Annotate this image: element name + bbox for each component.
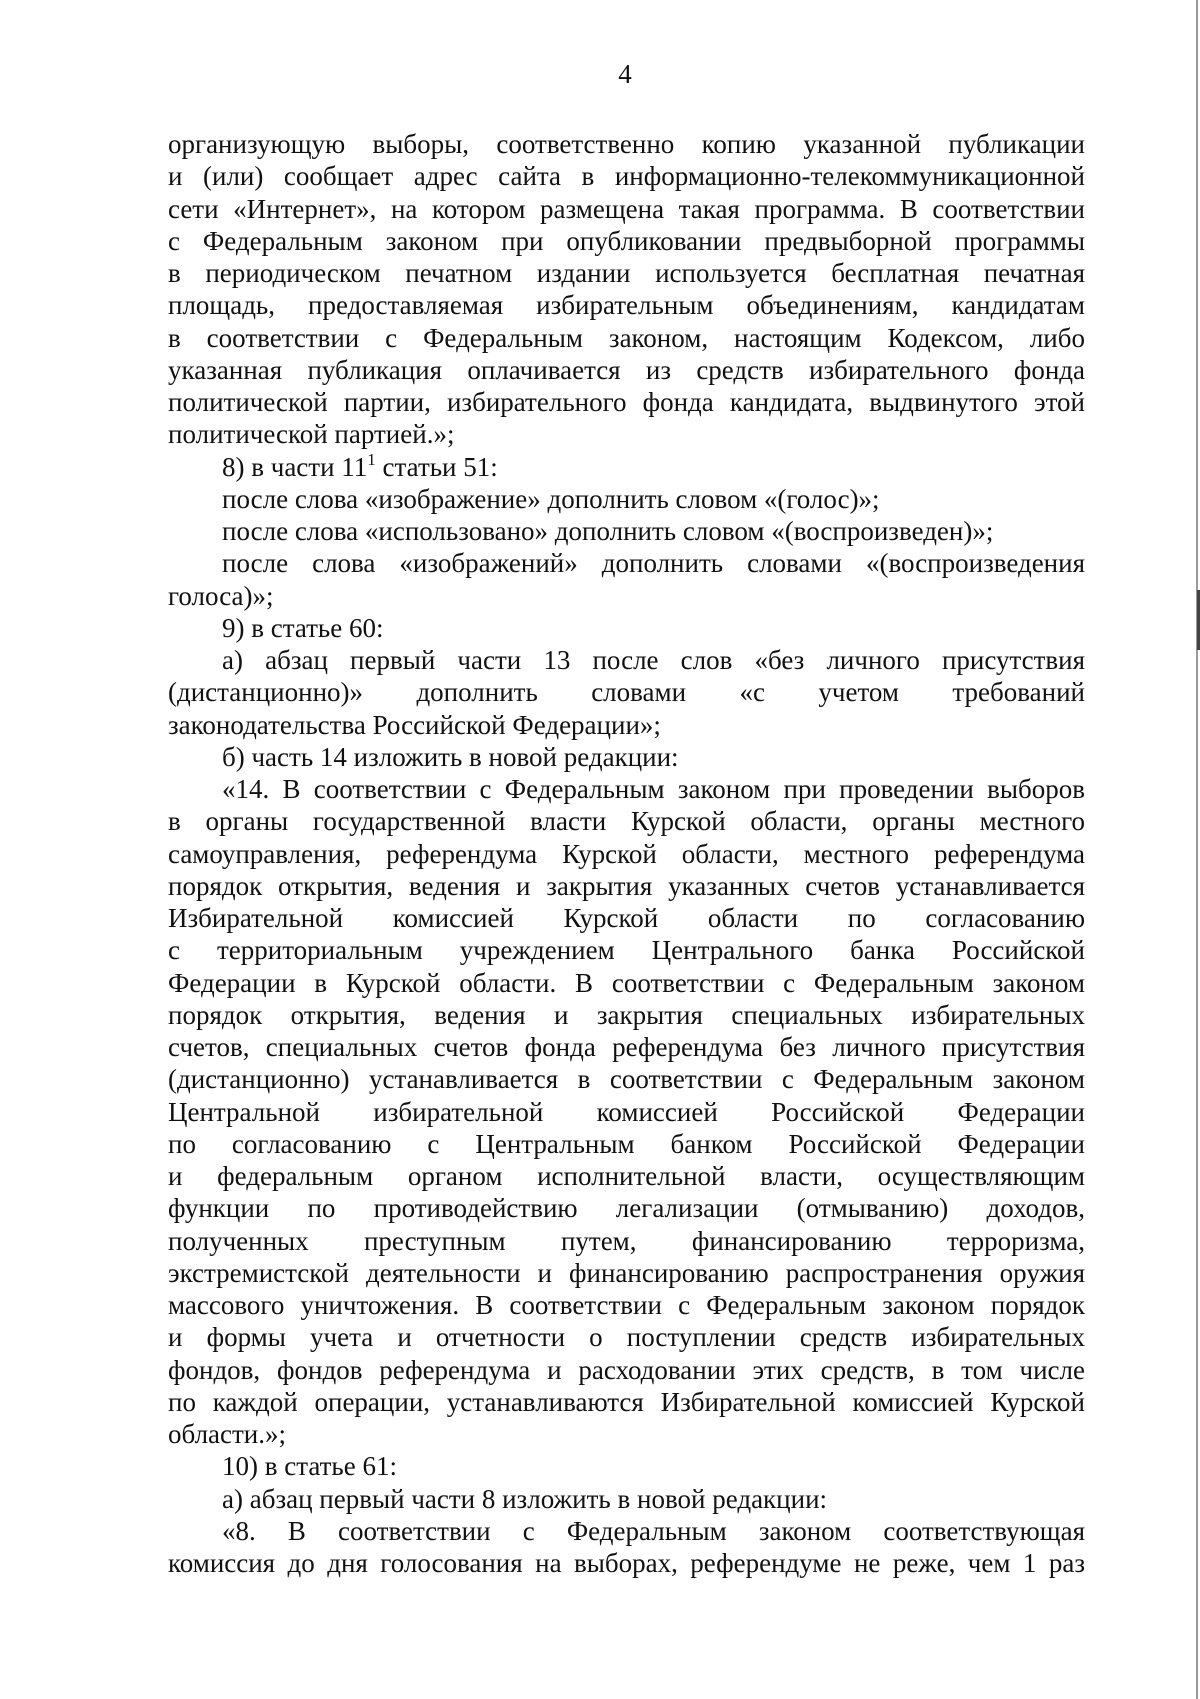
text-line: и федеральным органом исполнительной власти, осуществляющим [168,1161,1085,1191]
text-line: функции по противодействию легализации (отмыванию) доходов, [168,1193,1085,1224]
text-line: организующую выборы, соответственно копию указанной публикации [168,129,1085,159]
text-line: с территориальным учреждением Центрального банка Российской [168,935,1085,966]
text-line: после слова «изображение» дополнить словом «(голос)»; [222,483,880,514]
text-line: 9) в статье 60: [222,612,384,643]
text-line: порядок открытия, ведения и закрытия указанных счетов устанавливается [168,870,1085,901]
text-line: экстремистской деятельности и финансированию распространения оружия [168,1257,1085,1288]
text-line: счетов, специальных счетов фонда референдума без личного присутствия [168,1032,1085,1062]
text-line: политической партии, избирательного фонда кандидата, выдвинутого этой [168,387,1085,417]
text-line: Федерации в Курской области. В соответствии с Федеральным законом [168,967,1085,998]
text-line: самоуправления, референдума Курской области, местного референдума [168,838,1085,869]
text-line: «8. В соответствии с Федеральным законом соответствующая [222,1515,1085,1546]
text-line: в соответствии с Федеральным законом, настоящим Кодексом, либо [168,322,1085,353]
line-segment: статьи 51: [375,451,498,482]
text-line: законодательства Российской Федерации»; [168,709,661,740]
text-line: с Федеральным законом при опубликовании предвыборной программы [168,225,1085,256]
text-line: а) абзац первый части 13 после слов «без личного присутствия [222,645,1085,675]
text-line: после слова «изображений» дополнить словами «(воспроизведения [222,548,1085,579]
superscript: 1 [367,449,376,469]
text-line: б) часть 14 изложить в новой редакции: [222,741,679,772]
text-line: 10) в статье 61: [222,1451,397,1482]
page-number: 4 [618,59,632,89]
text-line: массового уничтожения. В соответствии с Федеральным законом порядок [168,1290,1085,1320]
text-line: Центральной избирательной комиссией Российской Федерации [168,1096,1085,1127]
text-line: (дистанционно)» дополнить словами «с учетом требований [168,677,1085,708]
scan-edge-line [1196,0,1198,1699]
text-line: по каждой операции, устанавливаются Избирательной комиссией Курской [168,1386,1085,1417]
text-line: политической партией.»; [168,419,455,450]
text-line: и формы учета и отчетности о поступлении средств избирательных [168,1322,1085,1353]
line-segment: 8) в части 11 [222,451,368,482]
text-line: указанная публикация оплачивается из средств избирательного фонда [168,354,1085,385]
text-line: в органы государственной власти Курской области, органы местного [168,806,1085,837]
text-line: площадь, предоставляемая избирательным объединениям, кандидатам [168,290,1085,321]
text-line: голоса)»; [168,580,274,611]
text-line: после слова «использовано» дополнить словом «(воспроизведен)»; [222,516,994,546]
text-line: сети «Интернет», на котором размещена такая программа. В соответствии [168,193,1085,224]
text-line: области.»; [168,1419,287,1449]
text-line: «14. В соответствии с Федеральным законом при проведении выборов [222,774,1085,804]
text-line [168,451,1085,483]
text-line: фондов, фондов референдума и расходовании этих средств, в том числе [168,1354,1085,1385]
text-line: Избирательной комиссией Курской области по согласованию [168,903,1085,933]
text-line: полученных преступным путем, финансированию терроризма, [168,1225,1085,1256]
text-line: порядок открытия, ведения и закрытия специальных избирательных [168,999,1085,1030]
text-line: в периодическом печатном издании используется бесплатная печатная [168,258,1085,288]
document-body [168,128,1085,1579]
text-line: по согласованию с Центральным банком Российской Федерации [168,1128,1085,1159]
text-line: а) абзац первый части 8 изложить в новой редакции: [222,1483,828,1514]
text-line: (дистанционно) устанавливается в соответствии с Федеральным законом [168,1064,1085,1095]
text-line: и (или) сообщает адрес сайта в информационно-телекоммуникационной [168,161,1085,192]
text-line: комиссия до дня голосования на выборах, референдуме не реже, чем 1 раз [168,1548,1085,1578]
